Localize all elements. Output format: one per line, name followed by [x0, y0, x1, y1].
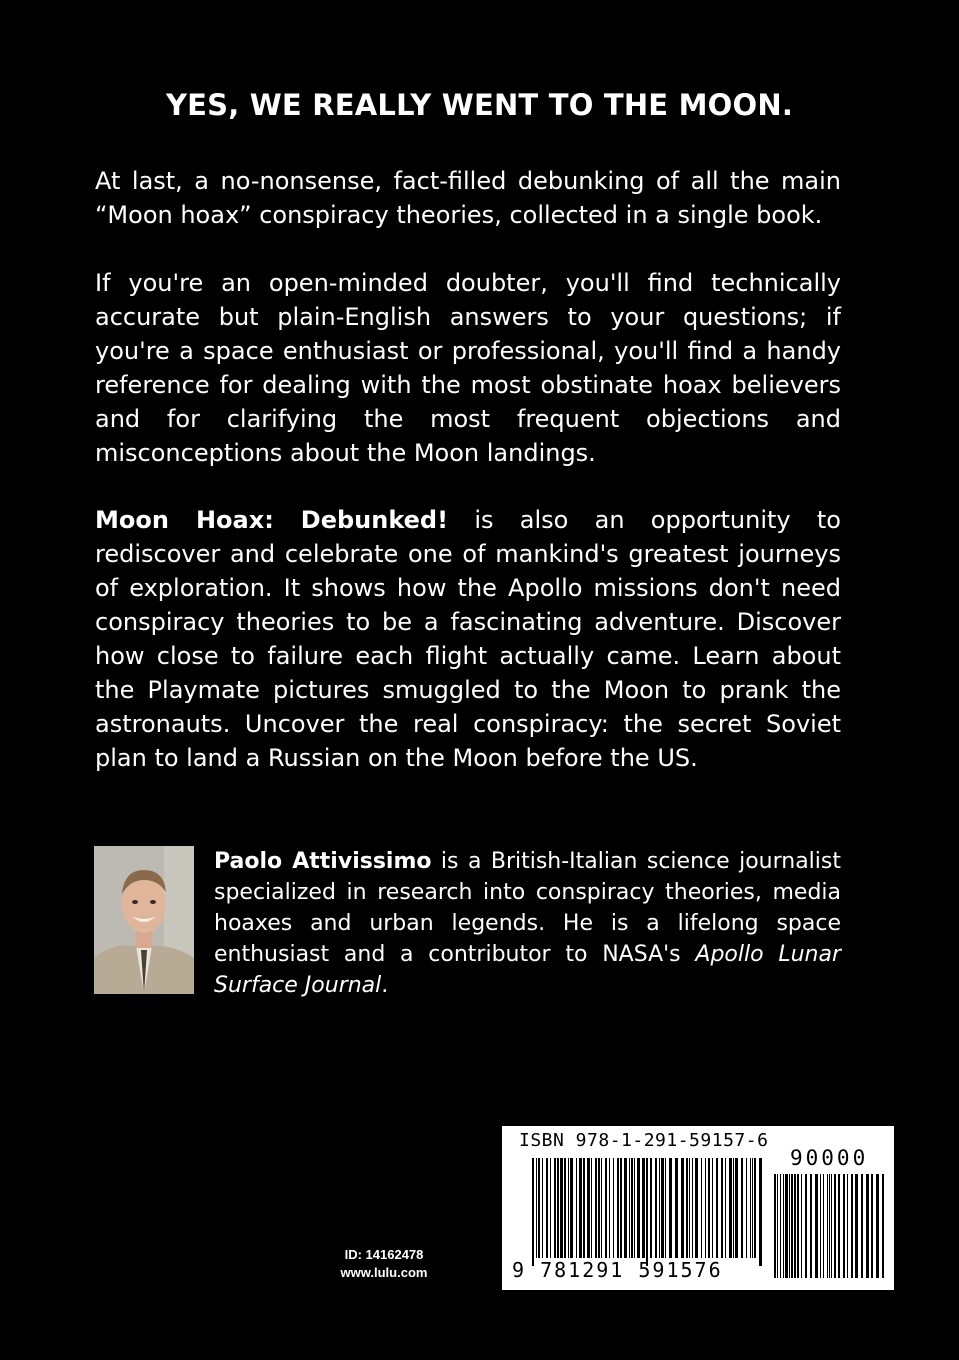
intro-paragraph: At last, a no-nonsense, fact-filled debunking of all the main “Moon hoax” conspiracy theories, collected in a single book. [95, 167, 841, 229]
back-cover-headline: YES, WE REALLY WENT TO THE MOON. [165, 88, 794, 122]
isbn-text: ISBN 978-1-291-59157-6 [519, 1130, 769, 1151]
audience-paragraph: If you're an open-minded doubter, you'll find technically accurate but plain-English answers to your questions; if you're a space enthusiast or professional, you'll find a handy reference for dealing with the most obstinate hoax believers and for clarifying the most frequent objections and misconceptions about the Moon landings. [95, 269, 841, 467]
author-portrait-illustration [94, 846, 194, 994]
publisher-id: ID: 14162478 [344, 1247, 424, 1262]
journal-title: Apollo Lunar Surface Journal [214, 942, 841, 998]
price-addon-number: 90000 [790, 1146, 869, 1170]
author-bio-end: . [381, 973, 389, 998]
publisher-url: www.lulu.com [340, 1265, 428, 1280]
ean-digits: 9 781291 591576 [512, 1258, 723, 1282]
description-text: is also an opportunity to rediscover and celebrate one of mankind's greatest journeys of exploration. It shows how the Apollo missions don't need conspiracy theories to be a fascinating adventure. Discover how close to failure each flight actually came. Learn about the Playmate pictures smuggled to the Moon to prank the astronauts. Uncover the real conspiracy: the secret Soviet plan to land a Russian on the Moon before the US. [95, 506, 841, 772]
author-bio-text: is a British-Italian science journalist specialized in research into conspiracy theories, media hoaxes and urban legends. He is a lifelong space enthusiast and a contributor to NASA's [214, 849, 841, 967]
isbn-barcode [502, 1126, 894, 1290]
author-photo [94, 846, 194, 994]
author-bio [214, 846, 841, 1001]
author-name: Paolo Attivissimo [214, 849, 432, 874]
publisher-info [318, 1246, 450, 1282]
description-paragraph [95, 503, 841, 775]
book-title: Moon Hoax: Debunked! [95, 506, 449, 534]
